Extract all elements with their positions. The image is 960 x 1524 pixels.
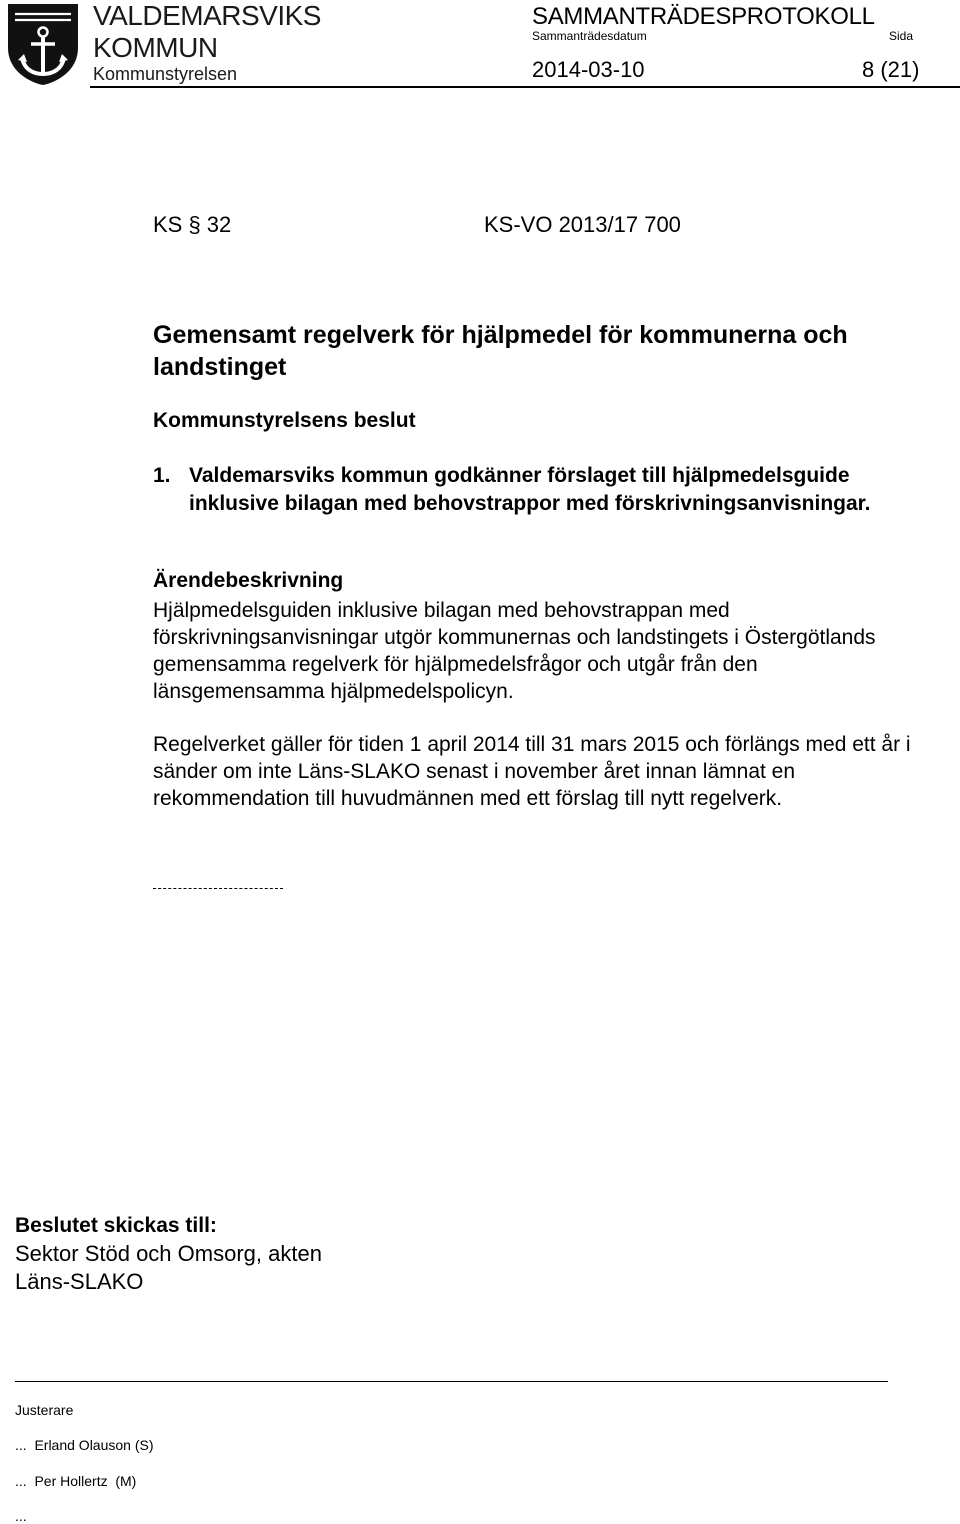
page-title: Gemensamt regelverk för hjälpmedel för kommunerna och landstinget (153, 321, 848, 381)
decision-item (153, 462, 913, 518)
meeting-date-label: Sammanträdesdatum (532, 29, 647, 43)
brand-name-line2: KOMMUN (93, 32, 218, 63)
decision-heading: Kommunstyrelsens beslut (153, 409, 416, 432)
anchor-coat-of-arms-icon (6, 2, 80, 86)
case-reference: KS-VO 2013/17 700 (484, 212, 681, 237)
adjuster-signature-line: ... (15, 1508, 27, 1524)
footer-divider (15, 1381, 888, 1382)
case-id: KS § 32 (153, 212, 232, 237)
decision-item-text: Valdemarsviks kommun godkänner förslaget till hjälpmedelsguide inklusive bilagan med behovstrappor med förskrivningsanvisningar. (189, 464, 871, 515)
brand-department: Kommunstyrelsen (93, 64, 238, 84)
adjuster-label: Justerare (15, 1402, 74, 1418)
adjuster-signature-line: ... Erland Olauson (S) (15, 1437, 154, 1453)
adjuster-signature-line: ... Per Hollertz (M) (15, 1473, 137, 1489)
recipient: Läns-SLAKO (15, 1269, 144, 1294)
page-label: Sida (889, 29, 914, 43)
description-paragraph: Hjälpmedelsguiden inklusive bilagan med behovstrappan med förskrivningsanvisningar utgör kommunernas och landstingets i Östergötlands gemensamma regelverk för hjälpmedelsfrågor och utgår från den länsgemensamma hjälpmedelspolicyn. (153, 599, 876, 703)
brand-name-line1: VALDEMARSVIKS (93, 0, 321, 31)
description-paragraph: Regelverket gäller för tiden 1 april 2014 till 31 mars 2015 och förlängs med ett år i sänder om inte Läns-SLAKO senast i november året innan lämnat en rekommendation till huvudmännen med ett förslag till nytt regelverk. (153, 733, 911, 810)
header-divider (90, 86, 960, 88)
meeting-date-value: 2014-03-10 (532, 57, 645, 82)
section-end-dashes (153, 888, 283, 889)
decision-list (153, 462, 913, 518)
description-heading: Ärendebeskrivning (153, 569, 344, 592)
page-number-value: 8 (21) (862, 57, 920, 82)
decision-item-number: 1. (153, 464, 171, 487)
sent-to-heading: Beslutet skickas till: (15, 1214, 217, 1237)
protocol-title: SAMMANTRÄDESPROTOKOLL (532, 3, 875, 30)
recipient: Sektor Stöd och Omsorg, akten (15, 1241, 322, 1266)
